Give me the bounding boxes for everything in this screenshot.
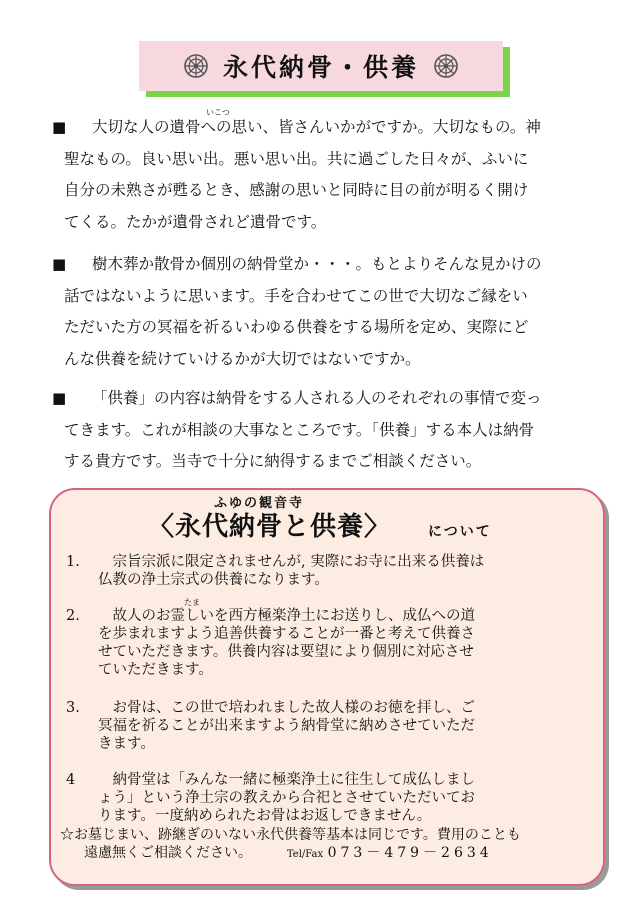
footer-line-1: ☆お墓じまい、跡継ぎのいない永代供養等基本は同じです。費用のことも [60,827,521,843]
paragraph-3-line-3: する貴方です。当寺で十分に納得するまでご相談ください。 [64,452,482,470]
phone-number[interactable]: 073－479－2634 [327,845,493,861]
paragraph-3-line-2: てきます。これが相談の大事なところです。「供養」する本人は納骨 [64,420,535,439]
item-2-line-3: せていただきます。供養内容は要望により個別に対応させ [98,644,474,660]
item-2-line-1: 故人のお霊しいを西方極楽浄土にお送りし、成仏への道 [98,608,475,624]
item-number: 1. [66,554,80,570]
footer-line-2: 遠慮無くご相談ください。 [84,845,252,861]
item-list [66,553,586,843]
page-title: 永代納骨・供養 [222,53,419,82]
item-3-line-3: きます。 [98,736,155,752]
footer-note [60,826,600,864]
list-item-4 [66,771,586,825]
item-3-line-2: 冥福を祈ることが出来ますよう納骨堂に納めさせていただ [98,718,475,734]
paragraph-2-line-4: んな供養を続けていけるかが大切ではないですか。 [64,349,421,368]
tel-label: Tel/Fax [286,849,324,860]
paragraph-3 [52,383,606,478]
item-1-line-1: 宗旨宗派に限定されませんが, 実際にお寺に出来る供養は [98,554,485,570]
item-4-line-2: ょう」という浄土宗の教えから合祀とさせていただいてお [98,790,475,806]
title-banner [139,41,503,91]
paragraph-2-line-1: 樹木葬か散骨か個別の納骨堂か・・・。もとよりそんな見かけの [92,255,542,273]
paragraph-1 [52,108,606,238]
item-3-line-1: お骨は、この世で培われました故人様のお徳を拝し、ご [98,700,475,716]
box-subtitle: について [428,524,492,540]
item-4-line-1: 納骨堂は「みんな一緒に極楽浄土に往生して成仏しまし [98,772,475,788]
bullet-icon: ■ [52,389,67,407]
list-item-3 [66,699,586,753]
box-title: 〈永代納骨と供養〉 [148,512,392,542]
bullet-icon: ■ [52,255,67,273]
list-item-1 [66,553,586,589]
paragraph-1-line-2: 聖なもの。良い思い出。悪い思い出。共に過ごした日々が、ふいに [64,149,529,168]
item-number: 4 [66,772,76,788]
list-item-2 [66,598,586,679]
item-4-line-3: ります。一度納められたお骨はお返しできません。 [98,808,432,824]
paragraph-3-line-1: 「供養」の内容は納骨をする人される人のそれぞれの事情で変っ [92,389,542,407]
paragraph-2-line-2: 話ではないように思います。手を合わせてこの世で大切なご縁をい [64,286,528,305]
item-number: 3. [66,700,80,716]
paragraph-1-line-4: てくる。たかが遺骨されど遺骨です。 [64,212,327,231]
paragraph-2-line-3: ただいた方の冥福を祈るいわゆる供養をする場所を定め、実際にど [64,318,529,336]
dharma-wheel-icon-left [183,53,209,79]
ruby-ikotsu: いこつ [206,108,230,117]
dharma-wheel-icon-right [433,53,459,79]
temple-name: ふゆの観音寺 [214,496,305,511]
item-2-line-4: ていただきます。 [98,662,213,678]
bullet-icon: ■ [52,118,67,136]
ruby-tama: たま [184,598,200,607]
item-number: 2. [66,608,80,624]
paragraph-1-line-3: 自分の未熟さが甦るとき、感謝の思いと同時に目の前が明るく開け [64,181,529,199]
paragraph-2 [52,249,606,375]
item-2-line-2: を歩まれますよう追善供養することが一番と考えて供養さ [98,626,475,642]
paragraph-1-line-1: 大切な人の遺骨への思い、皆さんいかがですか。大切なもの。神 [92,118,541,136]
item-1-line-2: 仏教の浄土宗式の供養になります。 [98,572,329,588]
